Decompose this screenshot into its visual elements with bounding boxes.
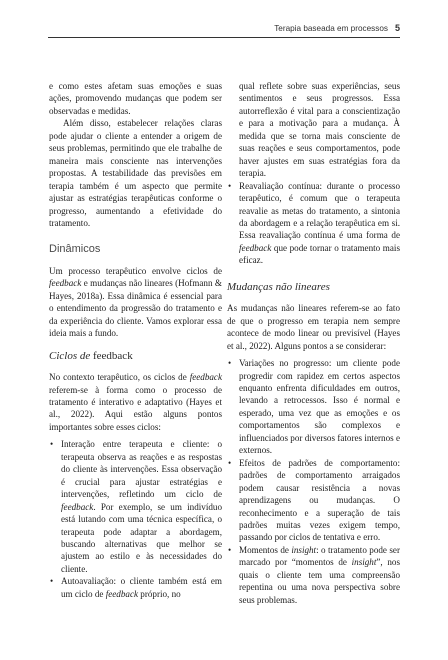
list-item: • Interação entre terapeuta e cliente: o terapeuta observa as reações e as respostas do cliente às intervenções. Essa observação é crucial para ajustar estratégias e intervenções, refletindo um ciclo de feedback. Por exemplo, se um indivíduo está lutando com uma técnica específica, o terapeuta pode adaptar a abordagem, buscando alternativas que melhor se ajustem ao estilo e às necessidades do cliente. bbox=[49, 438, 222, 575]
paragraph: As mudanças não lineares referem-se ao fato de que o progresso em terapia nem sempre acontece de modo linear ou previsível (Hayes et al., 2022). Alguns pontos a se considerar: bbox=[227, 303, 400, 351]
paragraph: Além disso, estabelecer relações claras pode ajudar o cliente a entender a origem de seus problemas, permitindo que ele trabalhe de maneira mais consciente nas intervenções propostas. A testabilidade das previsões em terapia também é um aspecto que permite ajustar as estratégias terapêuticas conforme o progresso, aumentando a efetividade do tratamento. bbox=[49, 118, 222, 228]
subsection-heading-ciclos: Ciclos de feedback bbox=[49, 349, 133, 362]
section-heading-dinamicos: Dinâmicos bbox=[49, 243, 101, 256]
bullet-list bbox=[227, 357, 400, 606]
subsection-heading-mudancas: Mudanças não lineares bbox=[227, 280, 330, 293]
bullet-list bbox=[227, 180, 400, 267]
paragraph-continuation: qual reflete sobre suas experiências, seus sentimentos e seus progressos. Essa autorreflexão é vital para a conscientização e para a motivação para a mudança. À medida que se torna mais consciente de suas reações e seus comportamentos, pode haver ajustes em suas estratégias fora da terapia. bbox=[239, 81, 400, 179]
list-item: • Momentos de insight: o tratamento pode ser marcado por “momentos de insight”, nos quais o cliente tem uma compreensão repentina ou uma nova perspectiva sobre seus problemas. bbox=[227, 544, 400, 606]
page-number: 5 bbox=[394, 23, 400, 33]
running-title: Terapia baseada em processos bbox=[274, 24, 388, 33]
paragraph: No contexto terapêutico, os ciclos de feedback referem-se à forma como o processo de tratamento é interativo e adaptativo (Hayes et al., 2022). Aqui estão alguns pontos importantes sobre esses ciclos: bbox=[49, 372, 222, 432]
bullet-list bbox=[49, 438, 222, 600]
paragraph: e como estes afetam suas emoções e suas ações, promovendo mudanças que podem ser observadas e medidas. bbox=[49, 81, 222, 116]
right-column bbox=[227, 80, 400, 606]
list-item: • Reavaliação contínua: durante o processo terapêutico, é comum que o terapeuta reavalie as metas do tratamento, a sintonia da abordagem e a relação terapêutica em si. Essa reavaliação contínua é uma forma de feedback que pode tornar o tratamento mais eficaz. bbox=[227, 180, 400, 267]
running-header bbox=[48, 23, 400, 38]
list-item: • Efeitos de padrões de comportamento: padrões de comportamento arraigados podem causar resistência a novas aprendizagens ou mudanças. O reconhecimento e a superação de tais padrões muitas vezes exigem tempo, passando por ciclos de tentativa e erro. bbox=[227, 457, 400, 544]
paragraph: Um processo terapêutico envolve ciclos de feedback e mudanças não lineares (Hofmann & Hayes, 2018a). Essa dinâmica é essencial para o entendimento da progressão do tratamento e da experiência do cliente. Vamos explorar essa ideia mais a fundo. bbox=[49, 265, 222, 339]
left-column bbox=[49, 80, 222, 600]
list-item: • Variações no progresso: um cliente pode progredir com rapidez em certos aspectos enquanto enfrenta dificuldades em outros, levando a retrocessos. Isso é normal e esperado, uma vez que as emoções e os comportamentos são complexos e influenciados por diversos fatores internos e externos. bbox=[227, 357, 400, 457]
list-item: • Autoavaliação: o cliente também está em um ciclo de feedback próprio, no bbox=[49, 575, 222, 600]
